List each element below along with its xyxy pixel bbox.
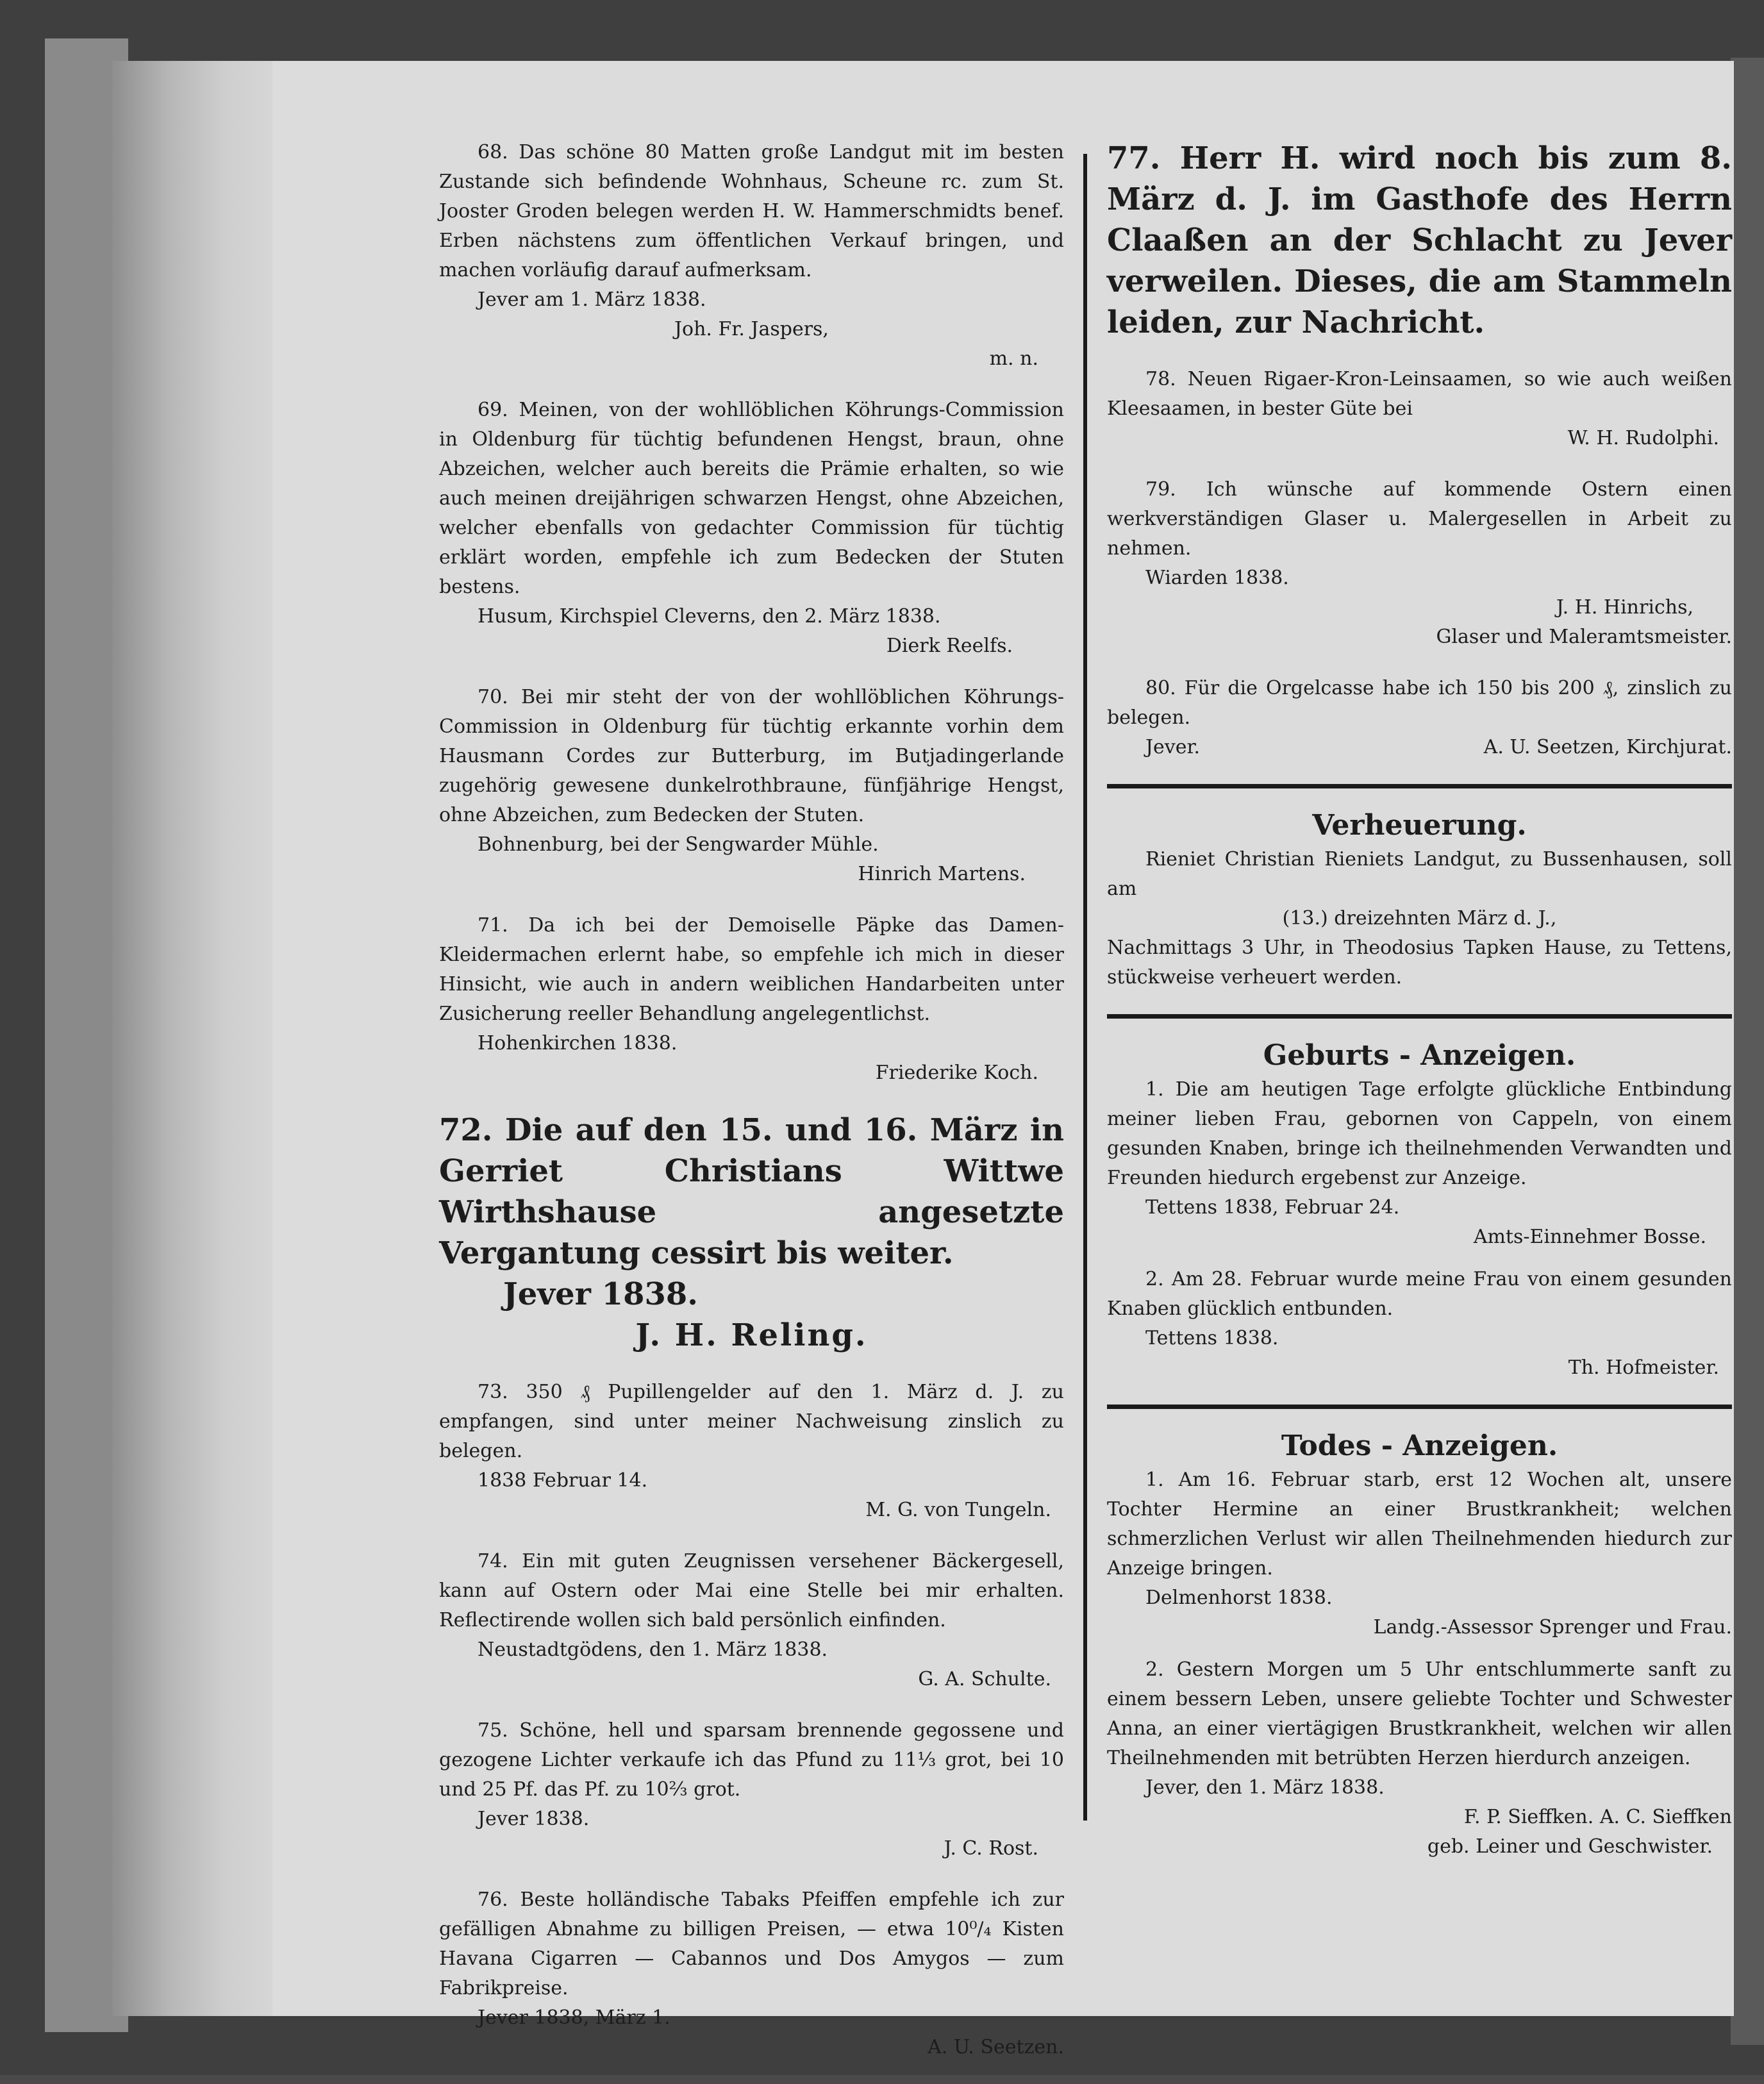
notice-signature: W. H. Rudolphi. bbox=[1567, 427, 1719, 449]
section-heading: Verheuerung. bbox=[1312, 809, 1527, 842]
notice-text: 75. Schöne, hell und sparsam brennende gegossene und gezogene Lichter verkaufe ich das Pfund zu 11⅓ grot, bei 10 und 25 Pf. das Pf. zu 10⅔ grot. bbox=[439, 1719, 1064, 1801]
notice-place: Bohnenburg, bei der Sengwarder Mühle. bbox=[478, 833, 879, 856]
notice-place: 1838 Februar 14. bbox=[478, 1469, 648, 1492]
notice-text: 76. Beste holländische Tabaks Pfeiffen empfehle ich zur gefälligen Abnahme zu billigen Preisen, — etwa 10⁰/₄ Kisten Havana Cigarren — Cabannos und Dos Amygos — zum Fabrikpreise. bbox=[439, 1888, 1064, 1999]
notice-place: Wiarden 1838. bbox=[1145, 567, 1289, 589]
notice-78 bbox=[1107, 365, 1732, 453]
announcement-text: 1. Am 16. Februar starb, erst 12 Wochen alt, unsere Tochter Hermine an einer Brustkrankheit; welchen schmerzlichen Verlust wir allen Theilnehmenden hiedurch zur Anzeige bringen. bbox=[1107, 1469, 1732, 1580]
right-column bbox=[1107, 138, 1732, 1883]
section-text-cont: Nachmittags 3 Uhr, in Theodosius Tapken Hause, zu Tettens, stückweise verheuert werden. bbox=[1107, 937, 1732, 988]
notice-80 bbox=[1107, 674, 1732, 762]
notice-text-large: 77. Herr H. wird noch bis zum 8. März d. J. im Gasthofe des Herrn Claaßen an der Schlacht zu Jever verweilen. Dieses, die am Stammeln leiden, zur Nachricht. bbox=[1107, 140, 1732, 340]
notice-signature: J. H. Hinrichs, bbox=[1556, 596, 1693, 619]
section-heading: Geburts - Anzeigen. bbox=[1263, 1039, 1576, 1072]
section-rule bbox=[1107, 1405, 1732, 1409]
column-divider bbox=[1083, 154, 1087, 1821]
section-verheuerung bbox=[1107, 806, 1732, 992]
notice-signature: A. U. Seetzen, Kirchjurat. bbox=[1483, 736, 1732, 758]
notice-text: 70. Bei mir steht der von der wohllöblichen Köhrungs-Commission in Oldenburg für tüchtig erkannte vorhin dem Hausmann Cordes zur Butterburg, im Butjadingerlande zugehörig gewesene dunkelrothbraune, fünfjährige Hengst, ohne Abzeichen, zum Bedecken der Stuten. bbox=[439, 686, 1064, 826]
notice-69 bbox=[439, 396, 1064, 661]
notice-text: 79. Ich wünsche auf kommende Ostern einen werkverständigen Glaser u. Malergesellen in Arbeit zu nehmen. bbox=[1107, 478, 1732, 560]
announcement-signature: F. P. Sieffken. A. C. Sieffken bbox=[1463, 1806, 1732, 1828]
notice-signature: Friederike Koch. bbox=[875, 1062, 1038, 1084]
notice-74 bbox=[439, 1547, 1064, 1694]
section-heading: Todes - Anzeigen. bbox=[1281, 1430, 1558, 1462]
notice-signature: A. U. Seetzen. bbox=[928, 2036, 1064, 2058]
section-todes bbox=[1107, 1427, 1732, 1862]
notice-72 bbox=[439, 1110, 1064, 1356]
announcement-signature: Th. Hofmeister. bbox=[1568, 1356, 1719, 1379]
notice-text: 69. Meinen, von der wohllöblichen Köhrungs-Commission in Oldenburg für tüchtig befundenen Hengst, braun, ohne Abzeichen, welcher auch bereits die Prämie erhalten, so wie auch meinen dreijährigen schwarzen Hengst, ohne Abzeichen, welcher ebenfalls von gedachter Commission für tüchtig erklärt worden, empfehle ich zum Bedecken der Stuten bestens. bbox=[439, 399, 1064, 598]
notice-place: Jever am 1. März 1838. bbox=[478, 288, 706, 311]
left-column bbox=[439, 138, 1064, 2084]
notice-text: 73. 350 ₰ Pupillengelder auf den 1. März d. J. zu empfangen, sind unter meiner Nachweisung zinslich zu belegen. bbox=[439, 1381, 1064, 1462]
notice-place-large: Jever 1838. bbox=[503, 1276, 698, 1312]
notice-text: 80. Für die Orgelcasse habe ich 150 bis 200 ₰, zinslich zu belegen. bbox=[1107, 677, 1732, 729]
announcement-place: Tettens 1838, Februar 24. bbox=[1145, 1196, 1400, 1219]
notice-signature-note: m. n. bbox=[989, 347, 1038, 370]
notice-70 bbox=[439, 683, 1064, 889]
notice-signature: Hinrich Martens. bbox=[858, 863, 1026, 885]
notice-75 bbox=[439, 1716, 1064, 1863]
announcement-signature-cont: geb. Leiner und Geschwister. bbox=[1427, 1835, 1713, 1858]
notice-place-text: Jever. bbox=[1145, 736, 1201, 758]
notice-68 bbox=[439, 138, 1064, 374]
announcement-text: 2. Am 28. Februar wurde meine Frau von einem gesunden Knaben glücklich entbunden. bbox=[1107, 1268, 1732, 1320]
notice-place: Hohenkirchen 1838. bbox=[478, 1032, 678, 1055]
notice-76 bbox=[439, 1885, 1064, 2062]
announcement-text: 1. Die am heutigen Tage erfolgte glückliche Entbindung meiner lieben Frau, gebornen von Cappeln, von einem gesunden Knaben, bringe ich theilnehmenden Verwandten und Freunden hiedurch ergebenst zur Anzeige. bbox=[1107, 1078, 1732, 1189]
notice-71 bbox=[439, 911, 1064, 1088]
announcement-text: 2. Gestern Morgen um 5 Uhr entschlummerte sanft zu einem bessern Leben, unsere geliebte Tochter und Schwester Anna, an einer viertägigen Brustkrankheit, welchen wir allen Theilnehmenden mit betrübten Herzen hierdurch anzeigen. bbox=[1107, 1658, 1732, 1769]
notice-signature-large: J. H. Reling. bbox=[635, 1317, 868, 1353]
section-rule bbox=[1107, 784, 1732, 788]
announcement-place: Delmenhorst 1838. bbox=[1145, 1587, 1333, 1609]
notice-text: 78. Neuen Rigaer-Kron-Leinsaamen, so wie auch weißen Kleesaamen, in bester Güte bei bbox=[1107, 368, 1732, 420]
page-gutter-shadow bbox=[112, 61, 272, 2016]
notice-place: Jever 1838, März 1. bbox=[478, 2006, 670, 2029]
section-text: Rieniet Christian Rieniets Landgut, zu Bussenhausen, soll am bbox=[1107, 848, 1732, 900]
notice-signature: M. G. von Tungeln. bbox=[865, 1499, 1051, 1521]
notice-signature: G. A. Schulte. bbox=[918, 1668, 1051, 1690]
notice-place: Husum, Kirchspiel Cleverns, den 2. März 1838. bbox=[478, 605, 941, 628]
notice-text: 74. Ein mit guten Zeugnissen versehener Bäckergesell, kann auf Ostern oder Mai eine Stelle bei mir erhalten. Reflectirende wollen sich bald persönlich einfinden. bbox=[439, 1550, 1064, 1631]
notice-text: 68. Das schöne 80 Matten große Landgut mit im besten Zustande sich befindende Wohnhaus, Scheune rc. zum St. Jooster Groden belegen werden H. W. Hammerschmidts benef. Erben nächstens zum öffentlichen Verkauf bringen, und machen vorläufig darauf aufmerksam. bbox=[439, 141, 1064, 281]
section-geburts bbox=[1107, 1037, 1732, 1383]
section-rule bbox=[1107, 1014, 1732, 1019]
notice-79 bbox=[1107, 475, 1732, 652]
announcement-signature: Amts-Einnehmer Bosse. bbox=[1473, 1226, 1706, 1248]
notice-place: Jever 1838. bbox=[478, 1808, 590, 1830]
announcement-place: Jever, den 1. März 1838. bbox=[1145, 1776, 1385, 1799]
section-date: (13.) dreizehnten März d. J., bbox=[1282, 907, 1557, 929]
notice-text: 71. Da ich bei der Demoiselle Päpke das Damen-Kleidermachen erlernt habe, so empfehle ich mich in dieser Hinsicht, wie auch in andern weiblichen Handarbeiten unter Zusicherung reeller Behandlung angelegentlichst. bbox=[439, 914, 1064, 1025]
notice-signature: Joh. Fr. Jaspers, bbox=[674, 318, 829, 340]
announcement-place: Tettens 1838. bbox=[1145, 1327, 1279, 1349]
announcement-signature: Landg.-Assessor Sprenger und Frau. bbox=[1373, 1616, 1732, 1638]
notice-signature-title: Glaser und Maleramtsmeister. bbox=[1436, 626, 1732, 648]
notice-73 bbox=[439, 1378, 1064, 1525]
notice-place: Neustadtgödens, den 1. März 1838. bbox=[478, 1638, 828, 1661]
notice-signature: Dierk Reelfs. bbox=[886, 635, 1013, 657]
notice-signature: J. C. Rost. bbox=[944, 1837, 1038, 1860]
notice-77 bbox=[1107, 138, 1732, 343]
notice-text-large: 72. Die auf den 15. und 16. März in Gerriet Christians Wittwe Wirthshause angesetzte Vergantung cessirt bis weiter. bbox=[439, 1112, 1064, 1271]
notice-place bbox=[1107, 733, 1732, 762]
